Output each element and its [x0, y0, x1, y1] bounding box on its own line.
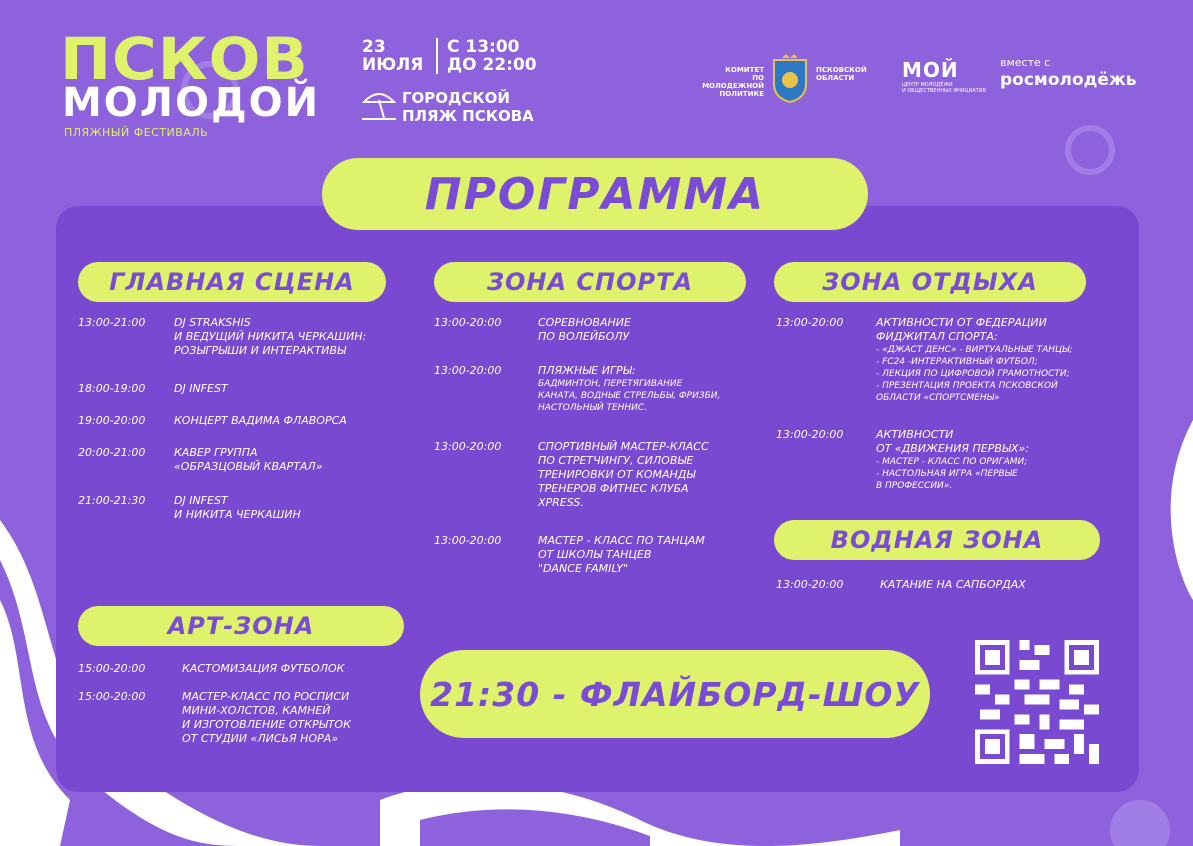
event-details: - «ДЖАСТ ДЕНС» - ВИРТУАЛЬНЫЕ ТАНЦЫ; - FC24 -ИНТЕРАКТИВНЫЙ ФУТБОЛ; - ЛЕКЦИЯ ПО ЦИФРОВОЙ ГРАМОТНОСТИ; - ПРЕЗЕНТАЦИЯ ПРОЕКТА ПСКОВСКОЙ ОБЛАСТИ «СПОРТСМЕНЫ» — [876, 345, 1073, 403]
event-time: 13:00-20:00 — [776, 428, 844, 441]
zone-title-art: АРТ-ЗОНА — [78, 606, 404, 646]
event-row-sport — [434, 440, 754, 520]
event-details: БАДМИНТОН, ПЕРЕТЯГИВАНИЕ КАНАТА, ВОДНЫЕ СТРЕЛЬБЫ, ФРИЗБИ, НАСТОЛЬНЫЙ ТЕННИС. — [538, 379, 721, 413]
partner-prefix: вместе с — [1000, 56, 1051, 69]
event-row-main — [78, 494, 378, 574]
beach-umbrella-icon — [360, 86, 398, 122]
event-row-sport — [434, 364, 754, 444]
event-time: 15:00-20:00 — [78, 662, 146, 675]
zone-title-water: ВОДНАЯ ЗОНА — [774, 520, 1100, 560]
event-time: 19:00-20:00 — [78, 414, 146, 427]
event-time: 13:00-20:00 — [434, 364, 502, 377]
event-time: 20:00-21:00 — [78, 446, 146, 459]
zone-title-rest: ЗОНА ОТДЫХА — [774, 262, 1086, 302]
event-date: 23 ИЮЛЯ — [362, 37, 424, 75]
partner-logo: росмолодёжь — [1000, 70, 1137, 90]
event-row-rest — [776, 316, 1096, 403]
event-place: ГОРОДСКОЙ ПЛЯЖ ПСКОВА — [402, 89, 534, 125]
event-description: МАСТЕР-КЛАСС ПО РОСПИСИ МИНИ-ХОЛСТОВ, КАМНЕЙ И ИЗГОТОВЛЕНИЕ ОТКРЫТОК ОТ СТУДИИ «ЛИСЬЯ НОРА» — [182, 690, 351, 745]
event-description: КАВЕР ГРУППА «ОБРАЗЦОВЫЙ КВАРТАЛ» — [174, 446, 323, 473]
moy-logo: МОЙ — [902, 58, 959, 82]
event-description: АКТИВНОСТИ ОТ «ДВИЖЕНИЯ ПЕРВЫХ»: - МАСТЕР - КЛАСС ПО ОРИГАМИ; - НАСТОЛЬНАЯ ИГРА «ПЕРВЫЕ В ПРОФЕССИИ». — [876, 428, 1029, 491]
zone-title-sport: ЗОНА СПОРТА — [434, 262, 746, 302]
event-time: 13:00-20:00 — [434, 316, 502, 329]
event-time: 13:00-20:00 — [434, 440, 502, 453]
event-description: СОРЕВНОВАНИЕ ПО ВОЛЕЙБОЛУ — [538, 316, 631, 343]
event-details: - МАСТЕР - КЛАСС ПО ОРИГАМИ; - НАСТОЛЬНАЯ ИГРА «ПЕРВЫЕ В ПРОФЕССИИ». — [876, 457, 1028, 491]
event-description: СПОРТИВНЫЙ МАСТЕР-КЛАСС ПО СТРЕТЧИНГУ, СИЛОВЫЕ ТРЕНИРОВКИ ОТ КОМАНДЫ ТРЕНЕРОВ ФИТНЕС КЛУБА XPRESS. — [538, 440, 709, 509]
pskov-crest-icon — [770, 54, 810, 104]
event-description: DJ INFEST — [174, 382, 228, 395]
event-row-art — [78, 690, 398, 770]
logo-subtitle: ПЛЯЖНЫЙ ФЕСТИВАЛЬ — [64, 126, 209, 139]
logo-line2: МОЛОДОЙ — [62, 80, 321, 126]
program-title: ПРОГРАММА — [322, 158, 868, 230]
event-time: 21:00-21:30 — [78, 494, 146, 507]
event-time: 13:00-20:00 — [776, 316, 844, 329]
date-divider — [436, 38, 438, 74]
moy-subtitle: ЦЕНТР МОЛОДЁЖИ И ОБЩЕСТВЕННЫХ ИНИЦИАТИВ — [902, 82, 986, 94]
logo-line1: ПСКОВ — [60, 25, 309, 93]
event-row-rest — [776, 428, 1096, 508]
flyboard-show-banner: 21:30 - ФЛАЙБОРД-ШОУ — [420, 650, 930, 738]
event-description: АКТИВНОСТИ ОТ ФЕДЕРАЦИИ ФИДЖИТАЛ СПОРТА: - «ДЖАСТ ДЕНС» - ВИРТУАЛЬНЫЕ ТАНЦЫ; - FC24 -ИНТЕРАКТИВНЫЙ ФУТБОЛ; - ЛЕКЦИЯ ПО ЦИФРОВОЙ ГРАМОТНОСТИ; - ПРЕЗЕНТАЦИЯ ПРОЕКТА ПСКОВСКОЙ ОБЛАСТИ «СПОРТСМЕНЫ» — [876, 316, 1073, 403]
event-time: 15:00-20:00 — [78, 690, 146, 703]
event-time: С 13:00 ДО 22:00 — [447, 37, 537, 75]
event-row-sport — [434, 534, 754, 614]
event-time: 13:00-21:00 — [78, 316, 146, 329]
event-time: 13:00-20:00 — [434, 534, 502, 547]
event-description: ПЛЯЖНЫЕ ИГРЫ: БАДМИНТОН, ПЕРЕТЯГИВАНИЕ КАНАТА, ВОДНЫЕ СТРЕЛЬБЫ, ФРИЗБИ, НАСТОЛЬНЫЙ ТЕННИС. — [538, 364, 721, 413]
qr-code-icon[interactable] — [975, 640, 1099, 764]
committee-name: КОМИТЕТ ПО МОЛОДЕЖНОЙ ПОЛИТИКЕ — [702, 66, 764, 98]
event-description: КАСТОМИЗАЦИЯ ФУТБОЛОК — [182, 662, 345, 675]
zone-title-main-stage: ГЛАВНАЯ СЦЕНА — [78, 262, 386, 302]
event-description: КАТАНИЕ НА САПБОРДАХ — [880, 578, 1026, 591]
event-description: DJ STRAKSHIS И ВЕДУЩИЙ НИКИТА ЧЕРКАШИН: РОЗЫГРЫШИ И ИНТЕРАКТИВЫ — [174, 316, 367, 357]
region-name: ПСКОВСКОЙ ОБЛАСТИ — [816, 66, 867, 82]
event-time: 13:00-20:00 — [776, 578, 844, 591]
event-description: DJ INFEST И НИКИТА ЧЕРКАШИН — [174, 494, 301, 521]
event-description: МАСТЕР - КЛАСС ПО ТАНЦАМ ОТ ШКОЛЫ ТАНЦЕВ "DANCE FAMILY" — [538, 534, 705, 575]
event-description: КОНЦЕРТ ВАДИМА ФЛАВОРСА — [174, 414, 347, 427]
event-time: 18:00-19:00 — [78, 382, 146, 395]
